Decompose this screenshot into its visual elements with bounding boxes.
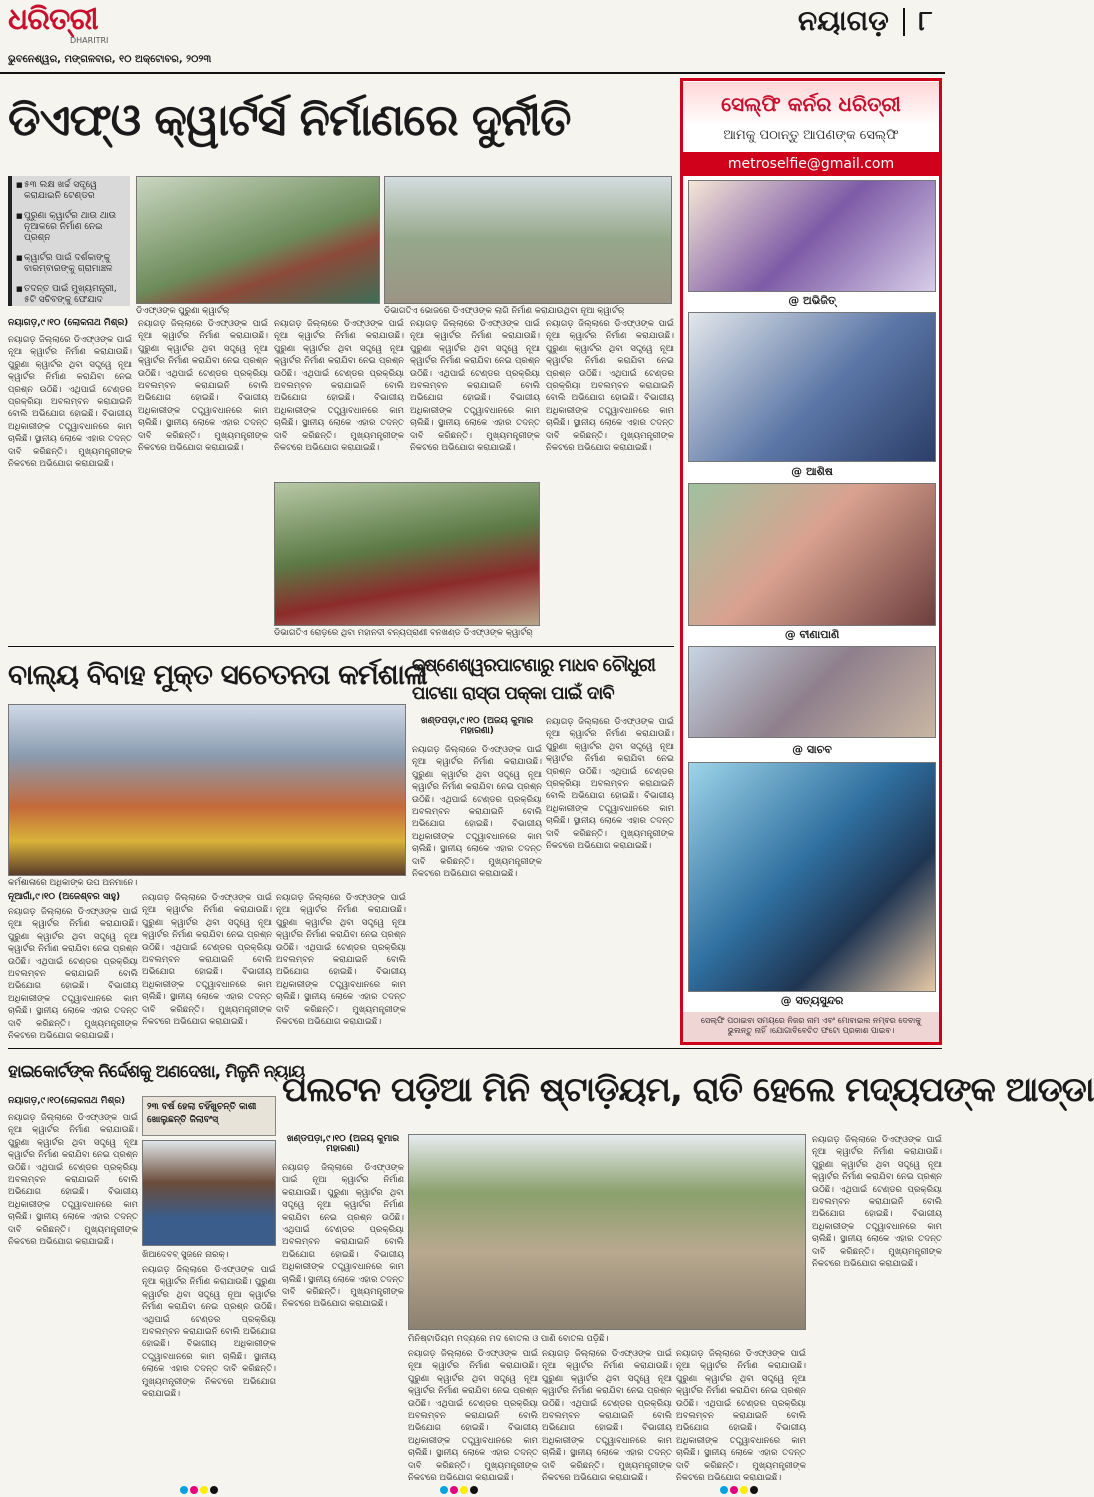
- dateline: ଭୁବନେଶ୍ୱର, ମଙ୍ଗଳବାର, ୧୦ ଅକ୍ଟୋବର, ୨୦୨୩: [8, 54, 212, 65]
- selfie-caption: @ ଅଭିଜିତ୍: [788, 294, 836, 307]
- registration-mark: [470, 1486, 478, 1494]
- story4-byline: ନୟାଗଡ଼,୯।୧୦(ଲୋକନାଥ ମିଶ୍ର): [8, 1096, 126, 1106]
- registration-mark: [210, 1486, 218, 1494]
- selfie-caption: @ ସାଚବ: [792, 743, 832, 756]
- story4-quote-box: ୨୩ ବର୍ଷ ହେଲା ଚହିଁଖୁଚନ୍ତି କାଶୀ ଖୋଲୁଛନ୍ତି ଜିଲାବଂସ୍: [142, 1096, 276, 1136]
- story4-column-1: ନୟାଗଡ଼ ଜିଲ୍ଲାରେ ଡିଏଫ୍‌ଓଙ୍କ ପାଇଁ ନୂଆ କ୍ୱାର୍ଟର ନିର୍ମାଣ କରାଯାଉଛି। ପୁରୁଣା କ୍ୱାର୍ଟର ଥିବା ସତ୍ତ୍ୱେ ନୂଆ କ୍ୱାର୍ଟର ନିର୍ମାଣ କରାଯିବା ନେଇ ପ୍ରଶ୍ନ ଉଠିଛି। ଏଥିପାଇଁ ଟେଣ୍ଡର ପ୍ରକ୍ରିୟା ଅବଲମ୍ବନ କରାଯାଇନି ବୋଲି ଅଭିଯୋଗ ହୋଇଛି। ବିଭାଗୀୟ ଅଧିକାରୀଙ୍କ ତତ୍ତ୍ୱାବଧାନରେ କାମ ଚାଲିଛି। ସ୍ଥାନୀୟ ଲୋକେ ଏହାର ତଦନ୍ତ ଦାବି କରିଛନ୍ତି। ମୁଖ୍ୟମନ୍ତ୍ରୀଙ୍କ ନିକଟରେ ଅଭିଯୋଗ କରାଯାଇଛି।: [8, 1113, 138, 1248]
- registration-mark: [450, 1486, 458, 1494]
- story3-headline-line2: ପାଟଣା ରାସ୍ତା ପକ୍କା ପାଇଁ ଦାବି: [412, 683, 614, 704]
- story2-column-1: ନୟାଗଡ଼ ଜିଲ୍ଲାରେ ଡିଏଫ୍‌ଓଙ୍କ ପାଇଁ ନୂଆ କ୍ୱାର୍ଟର ନିର୍ମାଣ କରାଯାଉଛି। ପୁରୁଣା କ୍ୱାର୍ଟର ଥିବା ସତ୍ତ୍ୱେ ନୂଆ କ୍ୱାର୍ଟର ନିର୍ମାଣ କରାଯିବା ନେଇ ପ୍ରଶ୍ନ ଉଠିଛି। ଏଥିପାଇଁ ଟେଣ୍ଡର ପ୍ରକ୍ରିୟା ଅବଲମ୍ବନ କରାଯାଇନି ବୋଲି ଅଭିଯୋଗ ହୋଇଛି। ବିଭାଗୀୟ ଅଧିକାରୀଙ୍କ ତତ୍ତ୍ୱାବଧାନରେ କାମ ଚାଲିଛି। ସ୍ଥାନୀୟ ଲୋକେ ଏହାର ତଦନ୍ତ ଦାବି କରିଛନ୍ତି। ମୁଖ୍ୟମନ୍ତ୍ରୀଙ୍କ ନିକଟରେ ଅଭିଯୋଗ କରାଯାଇଛି।: [8, 907, 138, 1042]
- selfie-photo: [688, 762, 936, 992]
- bullet-item: ■ ୫୩ ଲକ୍ଷ ଖର୍ଚ୍ଚ ସତ୍ତ୍ୱେ କରାଯାଇନି ଟେଣ୍ଡର: [16, 180, 126, 202]
- story2-column-2: ନୟାଗଡ଼ ଜିଲ୍ଲାରେ ଡିଏଫ୍‌ଓଙ୍କ ପାଇଁ ନୂଆ କ୍ୱାର୍ଟର ନିର୍ମାଣ କରାଯାଉଛି। ପୁରୁଣା କ୍ୱାର୍ଟର ଥିବା ସତ୍ତ୍ୱେ ନୂଆ କ୍ୱାର୍ଟର ନିର୍ମାଣ କରାଯିବା ନେଇ ପ୍ରଶ୍ନ ଉଠିଛି। ଏଥିପାଇଁ ଟେଣ୍ଡର ପ୍ରକ୍ରିୟା ଅବଲମ୍ବନ କରାଯାଇନି ବୋଲି ଅଭିଯୋଗ ହୋଇଛି। ବିଭାଗୀୟ ଅଧିକାରୀଙ୍କ ତତ୍ତ୍ୱାବଧାନରେ କାମ ଚାଲିଛି। ସ୍ଥାନୀୟ ଲୋକେ ଏହାର ତଦନ୍ତ ଦାବି କରିଛନ୍ତି। ମୁଖ୍ୟମନ୍ତ୍ରୀଙ୍କ ନିକଟରେ ଅଭିଯୋଗ କରାଯାଇଛି।: [142, 893, 272, 1028]
- selfie-email: metroselfie@gmail.com: [683, 152, 939, 176]
- selfie-caption: @ ସତ୍ୟସୁନ୍ଦର: [780, 994, 844, 1007]
- lead-column-3: ନୟାଗଡ଼ ଜିଲ୍ଲାରେ ଡିଏଫ୍‌ଓଙ୍କ ପାଇଁ ନୂଆ କ୍ୱାର୍ଟର ନିର୍ମାଣ କରାଯାଉଛି। ପୁରୁଣା କ୍ୱାର୍ଟର ଥିବା ସତ୍ତ୍ୱେ ନୂଆ କ୍ୱାର୍ଟର ନିର୍ମାଣ କରାଯିବା ନେଇ ପ୍ରଶ୍ନ ଉଠିଛି। ଏଥିପାଇଁ ଟେଣ୍ଡର ପ୍ରକ୍ରିୟା ଅବଲମ୍ବନ କରାଯାଇନି ବୋଲି ଅଭିଯୋଗ ହୋଇଛି। ବିଭାଗୀୟ ଅଧିକାରୀଙ୍କ ତତ୍ତ୍ୱାବଧାନରେ କାମ ଚାଲିଛି। ସ୍ଥାନୀୟ ଲୋକେ ଏହାର ତଦନ୍ତ ଦାବି କରିଛନ୍ତି। ମୁଖ୍ୟମନ୍ତ୍ରୀଙ୍କ ନିକଟରେ ଅଭିଯୋଗ କରାଯାଇଛି।: [274, 319, 404, 454]
- logo-subtext: DHARITRI: [70, 36, 109, 45]
- registration-mark: [460, 1486, 468, 1494]
- lead-column-4: ନୟାଗଡ଼ ଜିଲ୍ଲାରେ ଡିଏଫ୍‌ଓଙ୍କ ପାଇଁ ନୂଆ କ୍ୱାର୍ଟର ନିର୍ମାଣ କରାଯାଉଛି। ପୁରୁଣା କ୍ୱାର୍ଟର ଥିବା ସତ୍ତ୍ୱେ ନୂଆ କ୍ୱାର୍ଟର ନିର୍ମାଣ କରାଯିବା ନେଇ ପ୍ରଶ୍ନ ଉଠିଛି। ଏଥିପାଇଁ ଟେଣ୍ଡର ପ୍ରକ୍ରିୟା ଅବଲମ୍ବନ କରାଯାଇନି ବୋଲି ଅଭିଯୋଗ ହୋଇଛି। ବିଭାଗୀୟ ଅଧିକାରୀଙ୍କ ତତ୍ତ୍ୱାବଧାନରେ କାମ ଚାଲିଛି। ସ୍ଥାନୀୟ ଲୋକେ ଏହାର ତଦନ୍ତ ଦାବି କରିଛନ୍ତି। ମୁଖ୍ୟମନ୍ତ୍ରୀଙ୍କ ନିକଟରେ ଅଭିଯୋଗ କରାଯାଇଛି।: [410, 319, 540, 454]
- photo-caption: ଡିଏଫ୍‌ଓଙ୍କ ପୁରୁଣା କ୍ୱାର୍ଟର୍: [136, 306, 230, 316]
- story5-column-1: ନୟାଗଡ଼ ଜିଲ୍ଲାରେ ଡିଏଫ୍‌ଓଙ୍କ ପାଇଁ ନୂଆ କ୍ୱାର୍ଟର ନିର୍ମାଣ କରାଯାଉଛି। ପୁରୁଣା କ୍ୱାର୍ଟର ଥିବା ସତ୍ତ୍ୱେ ନୂଆ କ୍ୱାର୍ଟର ନିର୍ମାଣ କରାଯିବା ନେଇ ପ୍ରଶ୍ନ ଉଠିଛି। ଏଥିପାଇଁ ଟେଣ୍ଡର ପ୍ରକ୍ରିୟା ଅବଲମ୍ବନ କରାଯାଇନି ବୋଲି ଅଭିଯୋଗ ହୋଇଛି। ବିଭାଗୀୟ ଅଧିକାରୀଙ୍କ ତତ୍ତ୍ୱାବଧାନରେ କାମ ଚାଲିଛି। ସ୍ଥାନୀୟ ଲୋକେ ଏହାର ତଦନ୍ତ ଦାବି କରିଛନ୍ତି। ମୁଖ୍ୟମନ୍ତ୍ରୀଙ୍କ ନିକଟରେ ଅଭିଯୋଗ କରାଯାଇଛି।: [282, 1163, 404, 1310]
- story2-column-3: ନୟାଗଡ଼ ଜିଲ୍ଲାରେ ଡିଏଫ୍‌ଓଙ୍କ ପାଇଁ ନୂଆ କ୍ୱାର୍ଟର ନିର୍ମାଣ କରାଯାଉଛି। ପୁରୁଣା କ୍ୱାର୍ଟର ଥିବା ସତ୍ତ୍ୱେ ନୂଆ କ୍ୱାର୍ଟର ନିର୍ମାଣ କରାଯିବା ନେଇ ପ୍ରଶ୍ନ ଉଠିଛି। ଏଥିପାଇଁ ଟେଣ୍ଡର ପ୍ରକ୍ରିୟା ଅବଲମ୍ବନ କରାଯାଇନି ବୋଲି ଅଭିଯୋଗ ହୋଇଛି। ବିଭାଗୀୟ ଅଧିକାରୀଙ୍କ ତତ୍ତ୍ୱାବଧାନରେ କାମ ଚାଲିଛି। ସ୍ଥାନୀୟ ଲୋକେ ଏହାର ତଦନ୍ତ ଦାବି କରିଛନ୍ତି। ମୁଖ୍ୟମନ୍ତ୍ରୀଙ୍କ ନିକଟରେ ଅଭିଯୋଗ କରାଯାଇଛି।: [276, 893, 406, 1028]
- selfie-corner-subtitle: ଆମକୁ ପଠାନ୍ତୁ ଆପଣଙ୍କ ସେଲ୍‌ଫି: [723, 128, 899, 143]
- selfie-photo: [688, 483, 936, 626]
- selfie-photo: [688, 180, 936, 292]
- photo-caption: ମିନିଷ୍ଟାଡିୟମ ମଦ୍ୟରେ ମଦ ବୋତଲ ଓ ପାଣି ବୋତଲ ପଡ଼ିଛି।: [408, 1334, 609, 1344]
- masthead-logo: [8, 4, 208, 54]
- story4-column-2: ନୟାଗଡ଼ ଜିଲ୍ଲାରେ ଡିଏଫ୍‌ଓଙ୍କ ପାଇଁ ନୂଆ କ୍ୱାର୍ଟର ନିର୍ମାଣ କରାଯାଉଛି। ପୁରୁଣା କ୍ୱାର୍ଟର ଥିବା ସତ୍ତ୍ୱେ ନୂଆ କ୍ୱାର୍ଟର ନିର୍ମାଣ କରାଯିବା ନେଇ ପ୍ରଶ୍ନ ଉଠିଛି। ଏଥିପାଇଁ ଟେଣ୍ଡର ପ୍ରକ୍ରିୟା ଅବଲମ୍ବନ କରାଯାଇନି ବୋଲି ଅଭିଯୋଗ ହୋଇଛି। ବିଭାଗୀୟ ଅଧିକାରୀଙ୍କ ତତ୍ତ୍ୱାବଧାନରେ କାମ ଚାଲିଛି। ସ୍ଥାନୀୟ ଲୋକେ ଏହାର ତଦନ୍ତ ଦାବି କରିଛନ୍ତି। ମୁଖ୍ୟମନ୍ତ୍ରୀଙ୍କ ନିକଟରେ ଅଭିଯୋଗ କରାଯାଇଛି।: [142, 1265, 276, 1400]
- workshop-photo: [8, 704, 406, 876]
- registration-mark: [190, 1486, 198, 1494]
- photo-caption: ଡିଭାଗତିଏ ଭୋଜରେ ଡିଏଫ୍‌ଓଙ୍କ ଲାଗି ନିର୍ମାଣ କରାଯାଉଥିବା ନୂଆ କ୍ୱାର୍ଟର୍: [384, 306, 625, 316]
- photo-caption: କର୍ମଶାଳାରେ ଅଧିକାଙ୍କ ଉପ ଅନମାନେ।: [8, 878, 138, 888]
- selfie-photo: [688, 646, 936, 738]
- story5-byline: ଖଣ୍ଡପଡ଼ା,୯।୧୦ (ଅଜୟ କୁମାର ମହାରଣା): [286, 1134, 400, 1154]
- lead-column-2: ନୟାଗଡ଼ ଜିଲ୍ଲାରେ ଡିଏଫ୍‌ଓଙ୍କ ପାଇଁ ନୂଆ କ୍ୱାର୍ଟର ନିର୍ମାଣ କରାଯାଉଛି। ପୁରୁଣା କ୍ୱାର୍ଟର ଥିବା ସତ୍ତ୍ୱେ ନୂଆ କ୍ୱାର୍ଟର ନିର୍ମାଣ କରାଯିବା ନେଇ ପ୍ରଶ୍ନ ଉଠିଛି। ଏଥିପାଇଁ ଟେଣ୍ଡର ପ୍ରକ୍ରିୟା ଅବଲମ୍ବନ କରାଯାଇନି ବୋଲି ଅଭିଯୋଗ ହୋଇଛି। ବିଭାଗୀୟ ଅଧିକାରୀଙ୍କ ତତ୍ତ୍ୱାବଧାନରେ କାମ ଚାଲିଛି। ସ୍ଥାନୀୟ ଲୋକେ ଏହାର ତଦନ୍ତ ଦାବି କରିଛନ୍ତି। ମୁଖ୍ୟମନ୍ତ୍ରୀଙ୍କ ନିକଟରେ ଅଭିଯୋଗ କରାଯାଇଛି।: [138, 319, 268, 454]
- selfie-footer-note: ସେଲ୍‌ଫି ପଠାଇବା ସମୟରେ ନିଜର ନାମ ଏବଂ ମୋବାଇଲ ନମ୍ବର ଦେବାକୁ ଭୁଲନ୍ତୁ ନାହିଁ ।ଯୋଗାବିବେଚିତ ଫଟୋ ପ୍ରକାଶ ପାଇବ।: [683, 1012, 939, 1042]
- stadium-photo: [408, 1134, 806, 1330]
- lead-headline: ଡିଏଫ୍‌ଓ କ୍ୱାର୍ଟର୍ସ ନିର୍ମାଣରେ ଦୁର୍ନୀତି: [8, 95, 571, 146]
- story2-headline: ବାଲ୍ୟ ବିବାହ ମୁକ୍ତ ସଚେତନତା କର୍ମଶାଳା: [8, 658, 427, 691]
- story5-column-4: ନୟାଗଡ଼ ଜିଲ୍ଲାରେ ଡିଏଫ୍‌ଓଙ୍କ ପାଇଁ ନୂଆ କ୍ୱାର୍ଟର ନିର୍ମାଣ କରାଯାଉଛି। ପୁରୁଣା କ୍ୱାର୍ଟର ଥିବା ସତ୍ତ୍ୱେ ନୂଆ କ୍ୱାର୍ଟର ନିର୍ମାଣ କରାଯିବା ନେଇ ପ୍ରଶ୍ନ ଉଠିଛି। ଏଥିପାଇଁ ଟେଣ୍ଡର ପ୍ରକ୍ରିୟା ଅବଲମ୍ବନ କରାଯାଇନି ବୋଲି ଅଭିଯୋଗ ହୋଇଛି। ବିଭାଗୀୟ ଅଧିକାରୀଙ୍କ ତତ୍ତ୍ୱାବଧାନରେ କାମ ଚାଲିଛି। ସ୍ଥାନୀୟ ଲୋକେ ଏହାର ତଦନ୍ତ ଦାବି କରିଛନ୍ତି। ମୁଖ୍ୟମନ୍ତ୍ରୀଙ୍କ ନିକଟରେ ଅଭିଯୋଗ କରାଯାଇଛି।: [676, 1349, 806, 1484]
- photo-caption: ଡିଭାଗତିଏ ରୋଡ଼ରେ ଥିବା ମହାନଦୀ ବନ୍ୟପ୍ରାଣୀ ବନଖଣ୍ଡ ଡିଏଫ୍‌ଓଙ୍କ କ୍ୱାର୍ଟର୍: [274, 628, 533, 638]
- masthead-rule: [0, 72, 945, 74]
- registration-mark: [720, 1486, 728, 1494]
- story3-byline: ଖଣ୍ଡପଡ଼ା,୯।୧୦ (ଅଜୟ କୁମାର ମହାରଣା): [420, 716, 534, 736]
- story3-column-2: ନୟାଗଡ଼ ଜିଲ୍ଲାରେ ଡିଏଫ୍‌ଓଙ୍କ ପାଇଁ ନୂଆ କ୍ୱାର୍ଟର ନିର୍ମାଣ କରାଯାଉଛି। ପୁରୁଣା କ୍ୱାର୍ଟର ଥିବା ସତ୍ତ୍ୱେ ନୂଆ କ୍ୱାର୍ଟର ନିର୍ମାଣ କରାଯିବା ନେଇ ପ୍ରଶ୍ନ ଉଠିଛି। ଏଥିପାଇଁ ଟେଣ୍ଡର ପ୍ରକ୍ରିୟା ଅବଲମ୍ବନ କରାଯାଇନି ବୋଲି ଅଭିଯୋଗ ହୋଇଛି। ବିଭାଗୀୟ ଅଧିକାରୀଙ୍କ ତତ୍ତ୍ୱାବଧାନରେ କାମ ଚାଲିଛି। ସ୍ଥାନୀୟ ଲୋକେ ଏହାର ତଦନ୍ତ ଦାବି କରିଛନ୍ତି। ମୁଖ୍ୟମନ୍ତ୍ରୀଙ୍କ ନିକଟରେ ଅଭିଯୋଗ କରାଯାଇଛି।: [546, 717, 674, 852]
- story5-column-2: ନୟାଗଡ଼ ଜିଲ୍ଲାରେ ଡିଏଫ୍‌ଓଙ୍କ ପାଇଁ ନୂଆ କ୍ୱାର୍ଟର ନିର୍ମାଣ କରାଯାଉଛି। ପୁରୁଣା କ୍ୱାର୍ଟର ଥିବା ସତ୍ତ୍ୱେ ନୂଆ କ୍ୱାର୍ଟର ନିର୍ମାଣ କରାଯିବା ନେଇ ପ୍ରଶ୍ନ ଉଠିଛି। ଏଥିପାଇଁ ଟେଣ୍ଡର ପ୍ରକ୍ରିୟା ଅବଲମ୍ବନ କରାଯାଇନି ବୋଲି ଅଭିଯୋଗ ହୋଇଛି। ବିଭାଗୀୟ ଅଧିକାରୀଙ୍କ ତତ୍ତ୍ୱାବଧାନରେ କାମ ଚାଲିଛି। ସ୍ଥାନୀୟ ଲୋକେ ଏହାର ତଦନ୍ତ ଦାବି କରିଛନ୍ତି। ମୁଖ୍ୟମନ୍ତ୍ରୀଙ୍କ ନିକଟରେ ଅଭିଯୋଗ କରାଯାଇଛି।: [408, 1349, 538, 1484]
- dfo-quarter-photo: [274, 482, 540, 626]
- old-quarter-photo: [136, 176, 380, 304]
- logo-wordmark: ଧରିତ୍ରୀ: [8, 2, 98, 37]
- lead-byline: ନୟାଗଡ଼,୯।୧୦ (ଲୋକନାଥ ମିଶ୍ର): [8, 318, 129, 328]
- selfie-caption: @ ବୀଣାପାଣି: [784, 628, 840, 641]
- bullet-item: ■ ତଦନ୍ତ ପାଇଁ ମୁଖ୍ୟମନ୍ତ୍ରୀ, ୫ଟି ସଚିବଙ୍କୁ ଫେଯାଦ: [16, 284, 126, 306]
- story3-headline-line1: କୃଷ୍ଣେଶ୍ୱରପାଟଣାରୁ ମାଧବ ଚୌଧୁରୀ: [412, 655, 655, 676]
- story4-headline: ହାଇକୋର୍ଟଙ୍କ ନିର୍ଦ୍ଦେଶକୁ ଅଣଦେଖା, ମିଳୁନି ନ୍ୟାୟ: [8, 1062, 305, 1082]
- registration-mark: [740, 1486, 748, 1494]
- photo-caption: ଖିଆଦେବବ୍ ସୁଜନେ ନାରକ୍।: [142, 1250, 229, 1260]
- bullet-item: ■ ପୁରୁଣା କ୍ୱାର୍ଟର ଥାଉ ଥାଉ ନୂଆକରେ ନିର୍ମାଣ ନେଇ ପ୍ରଶ୍ନ: [16, 211, 126, 244]
- page-number: ୮: [918, 4, 933, 37]
- story2-byline: ନୂଆଗାଁ,୯।୧୦ (ଅଜେଶ୍ବର ସାହୁ): [8, 892, 121, 902]
- registration-mark: [200, 1486, 208, 1494]
- story5-headline: ପଲଟନ ପଡ଼ିଆ ମିନି ଷ୍ଟାଡ଼ିୟମ, ରାତି ହେଲେ ମଦ୍ୟପଙ୍କ ଆଡ୍ଡା: [282, 1070, 1094, 1110]
- lead-bullet-box: [8, 176, 130, 306]
- section-rule: [8, 646, 674, 647]
- selfie-photo: [688, 312, 936, 462]
- story5-column-5: ନୟାଗଡ଼ ଜିଲ୍ଲାରେ ଡିଏଫ୍‌ଓଙ୍କ ପାଇଁ ନୂଆ କ୍ୱାର୍ଟର ନିର୍ମାଣ କରାଯାଉଛି। ପୁରୁଣା କ୍ୱାର୍ଟର ଥିବା ସତ୍ତ୍ୱେ ନୂଆ କ୍ୱାର୍ଟର ନିର୍ମାଣ କରାଯିବା ନେଇ ପ୍ରଶ୍ନ ଉଠିଛି। ଏଥିପାଇଁ ଟେଣ୍ଡର ପ୍ରକ୍ରିୟା ଅବଲମ୍ବନ କରାଯାଇନି ବୋଲି ଅଭିଯୋଗ ହୋଇଛି। ବିଭାଗୀୟ ଅଧିକାରୀଙ୍କ ତତ୍ତ୍ୱାବଧାନରେ କାମ ଚାଲିଛି। ସ୍ଥାନୀୟ ଲୋକେ ଏହାର ତଦନ୍ତ ଦାବି କରିଛନ୍ତି। ମୁଖ୍ୟମନ୍ତ୍ରୀଙ୍କ ନିକଟରେ ଅଭିଯୋଗ କରାଯାଇଛି।: [812, 1135, 942, 1270]
- section-rule: [8, 1048, 942, 1049]
- story5-column-3: ନୟାଗଡ଼ ଜିଲ୍ଲାରେ ଡିଏଫ୍‌ଓଙ୍କ ପାଇଁ ନୂଆ କ୍ୱାର୍ଟର ନିର୍ମାଣ କରାଯାଉଛି। ପୁରୁଣା କ୍ୱାର୍ଟର ଥିବା ସତ୍ତ୍ୱେ ନୂଆ କ୍ୱାର୍ଟର ନିର୍ମାଣ କରାଯିବା ନେଇ ପ୍ରଶ୍ନ ଉଠିଛି। ଏଥିପାଇଁ ଟେଣ୍ଡର ପ୍ରକ୍ରିୟା ଅବଲମ୍ବନ କରାଯାଇନି ବୋଲି ଅଭିଯୋଗ ହୋଇଛି। ବିଭାଗୀୟ ଅଧିକାରୀଙ୍କ ତତ୍ତ୍ୱାବଧାନରେ କାମ ଚାଲିଛି। ସ୍ଥାନୀୟ ଲୋକେ ଏହାର ତଦନ୍ତ ଦାବି କରିଛନ୍ତି। ମୁଖ୍ୟମନ୍ତ୍ରୀଙ୍କ ନିକଟରେ ଅଭିଯୋଗ କରାଯାଇଛି।: [542, 1349, 672, 1484]
- registration-mark: [750, 1486, 758, 1494]
- new-quarter-photo: [384, 176, 672, 304]
- section-divider: [903, 8, 905, 36]
- selfie-corner-title: ସେଲ୍‌ଫି କର୍ନର ଧରିତ୍ରୀ: [683, 82, 939, 126]
- bullet-item: ■ କ୍ୱାର୍ଟର ପାଇଁ ଦର୍ଶକାଙ୍କୁ ବାରମ୍ବାରଙ୍କୁ ଗ୍ରାମାଞ୍ଚଳ: [16, 253, 126, 275]
- lead-column-5: ନୟାଗଡ଼ ଜିଲ୍ଲାରେ ଡିଏଫ୍‌ଓଙ୍କ ପାଇଁ ନୂଆ କ୍ୱାର୍ଟର ନିର୍ମାଣ କରାଯାଉଛି। ପୁରୁଣା କ୍ୱାର୍ଟର ଥିବା ସତ୍ତ୍ୱେ ନୂଆ କ୍ୱାର୍ଟର ନିର୍ମାଣ କରାଯିବା ନେଇ ପ୍ରଶ୍ନ ଉଠିଛି। ଏଥିପାଇଁ ଟେଣ୍ଡର ପ୍ରକ୍ରିୟା ଅବଲମ୍ବନ କରାଯାଇନି ବୋଲି ଅଭିଯୋଗ ହୋଇଛି। ବିଭାଗୀୟ ଅଧିକାରୀଙ୍କ ତତ୍ତ୍ୱାବଧାନରେ କାମ ଚାଲିଛି। ସ୍ଥାନୀୟ ଲୋକେ ଏହାର ତଦନ୍ତ ଦାବି କରିଛନ୍ତି। ମୁଖ୍ୟମନ୍ତ୍ରୀଙ୍କ ନିକଟରେ ଅଭିଯୋଗ କରାଯାଇଛି।: [546, 319, 674, 454]
- registration-mark: [730, 1486, 738, 1494]
- person-photo: [142, 1140, 276, 1246]
- story3-column-1: ନୟାଗଡ଼ ଜିଲ୍ଲାରେ ଡିଏଫ୍‌ଓଙ୍କ ପାଇଁ ନୂଆ କ୍ୱାର୍ଟର ନିର୍ମାଣ କରାଯାଉଛି। ପୁରୁଣା କ୍ୱାର୍ଟର ଥିବା ସତ୍ତ୍ୱେ ନୂଆ କ୍ୱାର୍ଟର ନିର୍ମାଣ କରାଯିବା ନେଇ ପ୍ରଶ୍ନ ଉଠିଛି। ଏଥିପାଇଁ ଟେଣ୍ଡର ପ୍ରକ୍ରିୟା ଅବଲମ୍ବନ କରାଯାଇନି ବୋଲି ଅଭିଯୋଗ ହୋଇଛି। ବିଭାଗୀୟ ଅଧିକାରୀଙ୍କ ତତ୍ତ୍ୱାବଧାନରେ କାମ ଚାଲିଛି। ସ୍ଥାନୀୟ ଲୋକେ ଏହାର ତଦନ୍ତ ଦାବି କରିଛନ୍ତି। ମୁଖ୍ୟମନ୍ତ୍ରୀଙ୍କ ନିକଟରେ ଅଭିଯୋଗ କରାଯାଇଛି।: [412, 745, 542, 880]
- registration-mark: [180, 1486, 188, 1494]
- section-name: ନୟାଗଡ଼: [797, 4, 889, 37]
- lead-column-1: ନୟାଗଡ଼ ଜିଲ୍ଲାରେ ଡିଏଫ୍‌ଓଙ୍କ ପାଇଁ ନୂଆ କ୍ୱାର୍ଟର ନିର୍ମାଣ କରାଯାଉଛି। ପୁରୁଣା କ୍ୱାର୍ଟର ଥିବା ସତ୍ତ୍ୱେ ନୂଆ କ୍ୱାର୍ଟର ନିର୍ମାଣ କରାଯିବା ନେଇ ପ୍ରଶ୍ନ ଉଠିଛି। ଏଥିପାଇଁ ଟେଣ୍ଡର ପ୍ରକ୍ରିୟା ଅବଲମ୍ବନ କରାଯାଇନି ବୋଲି ଅଭିଯୋଗ ହୋଇଛି। ବିଭାଗୀୟ ଅଧିକାରୀଙ୍କ ତତ୍ତ୍ୱାବଧାନରେ କାମ ଚାଲିଛି। ସ୍ଥାନୀୟ ଲୋକେ ଏହାର ତଦନ୍ତ ଦାବି କରିଛନ୍ତି। ମୁଖ୍ୟମନ୍ତ୍ରୀଙ୍କ ନିକଟରେ ଅଭିଯୋଗ କରାଯାଇଛି।: [8, 335, 132, 470]
- section-header: [763, 4, 933, 44]
- registration-mark: [440, 1486, 448, 1494]
- selfie-caption: @ ଆଶିଷ: [791, 465, 833, 478]
